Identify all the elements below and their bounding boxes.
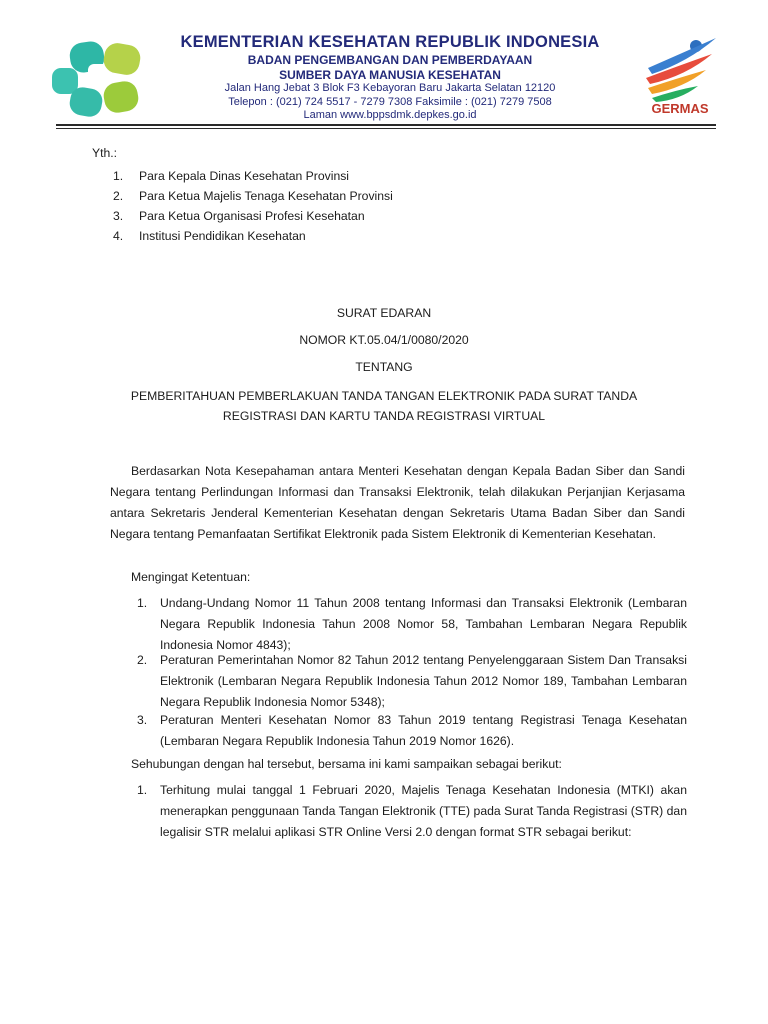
circular-about: TENTANG <box>355 360 413 374</box>
agency-line-2: SUMBER DAYA MANUSIA KESEHATAN <box>279 68 501 82</box>
list-item: 3. Para Ketua Organisasi Profesi Kesehatan <box>113 209 365 223</box>
subject-line-2: REGISTRASI DAN KARTU TANDA REGISTRASI VIRTUAL <box>222 409 546 423</box>
header-rule-thin <box>56 128 716 129</box>
recipient-list <box>113 166 393 246</box>
mengingat-label: Mengingat Ketentuan: <box>131 570 251 584</box>
letterhead <box>0 0 768 130</box>
circular-title: SURAT EDARAN <box>336 306 432 320</box>
list-item: 4. Institusi Pendidikan Kesehatan <box>113 229 306 243</box>
salutation: Yth.: <box>92 146 118 160</box>
intro-paragraph: Berdasarkan Nota Kesepahaman antara Menteri Kesehatan dengan Kepala Badan Siber dan Sandi Negara tentang Perlindungan Informasi dan Transaksi Elektronik, telah dilakukan Perjanjian Kerjasama antara Sekretaris Jenderal Kementerian Kesehatan dengan Sekretaris Utama Badan Siber dan Sandi Negara tentang Pemanfaatan Sertifikat Elektronik pada Sistem Elektronik di Kementerian Kesehatan. <box>110 464 685 541</box>
ministry-name: KEMENTERIAN KESEHATAN REPUBLIK INDONESIA <box>180 33 600 51</box>
address-line: Jalan Hang Jebat 3 Blok F3 Kebayoran Baru Jakarta Selatan 12120 <box>224 82 556 94</box>
sehubungan-label: Sehubungan dengan hal tersebut, bersama ini kami sampaikan sebagai berikut: <box>131 757 562 771</box>
agency-name <box>140 53 640 83</box>
regulation-item: 3. Peraturan Menteri Kesehatan Nomor 83 Tahun 2019 tentang Registrasi Tenaga Kesehatan (Lembaran Negara Republik Indonesia Tahun 2019 Nomor 1626). <box>137 713 687 748</box>
circular-number: NOMOR KT.05.04/1/0080/2020 <box>299 333 469 347</box>
subject-line-1: PEMBERITAHUAN PEMBERLAKUAN TANDA TANGAN ELEKTRONIK PADA SURAT TANDA <box>130 389 638 403</box>
point-item: 1. Terhitung mulai tanggal 1 Februari 2020, Majelis Tenaga Kesehatan Indonesia (MTKI) akan menerapkan penggunaan Tanda Tangan Elektronik (TTE) pada Surat Tanda Registrasi (STR) dan legalisir STR melalui aplikasi STR Online Versi 2.0 dengan format STR sebagai berikut: <box>137 783 687 839</box>
ministry-logo-icon <box>52 38 144 118</box>
header-rule-thick <box>56 124 716 126</box>
website-line: Laman www.bppsdmk.depkes.go.id <box>303 109 477 121</box>
germas-label: GERMAS <box>651 101 709 116</box>
agency-line-1: BADAN PENGEMBANGAN DAN PEMBERDAYAAN <box>247 53 533 67</box>
regulation-item: 1. Undang-Undang Nomor 11 Tahun 2008 tentang Informasi dan Transaksi Elektronik (Lembaran Negara Republik Indonesia Tahun 2008 Nomor 58, Tambahan Lembaran Negara Republik Indonesia Nomor 4843); <box>137 596 687 652</box>
circular-subject <box>60 386 708 426</box>
list-item: 1. Para Kepala Dinas Kesehatan Provinsi <box>113 169 350 183</box>
phone-line: Telepon : (021) 724 5517 - 7279 7308 Faksimile : (021) 7279 7508 <box>228 95 552 108</box>
contact-block <box>140 82 640 123</box>
list-item: 2. Para Ketua Majelis Tenaga Kesehatan Provinsi <box>113 189 393 203</box>
regulation-item: 2. Peraturan Pemerintahan Nomor 82 Tahun 2012 tentang Penyelenggaraan Sistem Dan Transaksi Elektronik (Lembaran Negara Republik Indonesia Tahun 2012 Nomor 189, Tambahan Lembaran Negara Republik Indonesia Nomor 5348); <box>137 653 687 709</box>
